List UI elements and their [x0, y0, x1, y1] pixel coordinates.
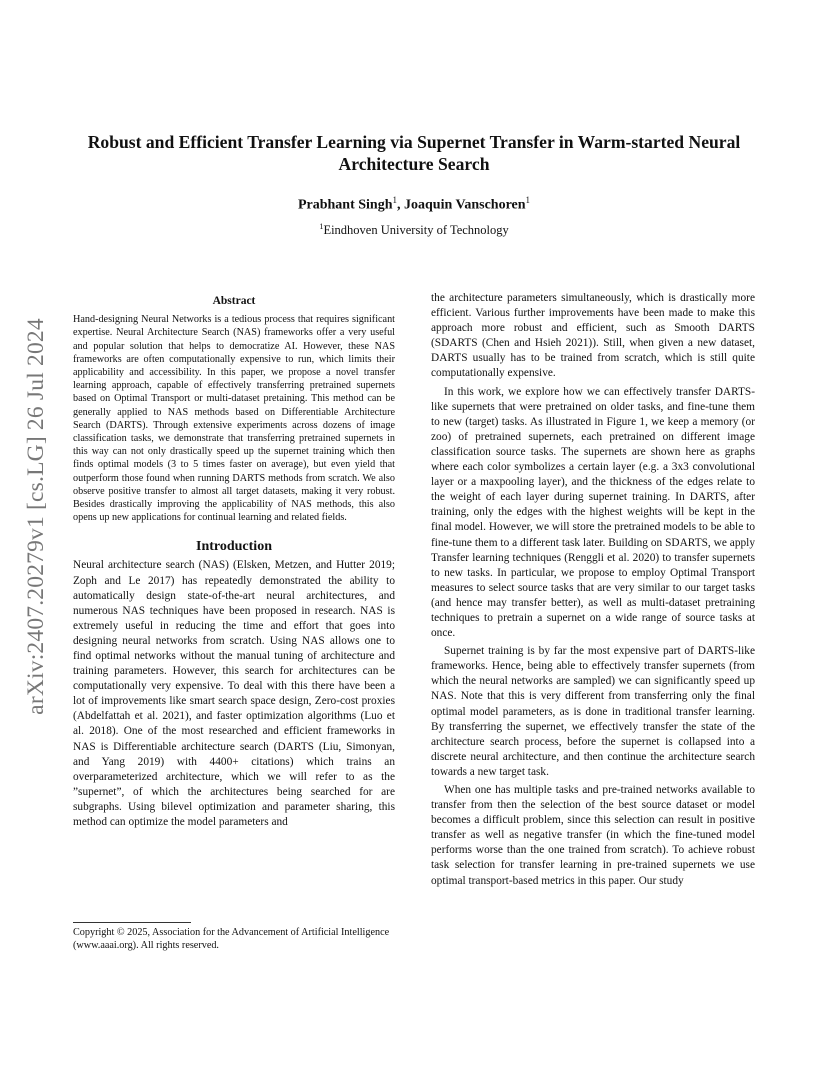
copyright-text: Copyright © 2025, Association for the Advancement of Artificial Intelligence (www.aaai.org). All rights reserved.: [73, 927, 390, 951]
author-name: Prabhant Singh: [297, 197, 393, 213]
arxiv-sidebar: [12, 296, 60, 736]
author-separator: ,: [397, 197, 405, 213]
paper-title: Robust and Efficient Transfer Learning via Supernet Transfer in Warm-started Neural Architecture Search: [87, 132, 741, 174]
abstract-heading: Abstract: [212, 295, 256, 307]
abstract-text: Hand-designing Neural Networks is a tedious process that requires significant expertise. Neural Architecture Search (NAS) frameworks offer a very useful and popular solution that helps to democratize AI. However, these NAS frameworks are often computationally expensive to run, which limits their applicability and accessibility. In this paper, we propose a novel transfer learning approach, capable of effectively transferring pretrained supernets based on Optimal Transport or multi-dataset pretaining. This method can be generally applied to NAS methods based on Differentiable Architecture Search (DARTS). Through extensive experiments across dozens of image classification tasks, we demonstrate that transferring pretrained supernets in this way can not only drastically speed up the supernet training which then finds optimal models (3 to 5 times faster on average), but even yield that outperform those found when running DARTS methods from scratch. We also observe positive transfer to almost all target datasets, making it very robust. Besides drastically improving the applicability of NAS methods, this also opens up new applications for continual learning and related fields.: [73, 314, 395, 524]
affiliation-marker: 1: [319, 221, 324, 231]
affiliation-marker: 1: [525, 195, 531, 205]
affiliation-name: Eindhoven University of Technology: [323, 223, 509, 238]
introduction-heading: Introduction: [196, 539, 272, 555]
body-paragraph: In this work, we explore how we can effectively transfer DARTS-like supernets that were pretrained on older tasks, and fine-tune them to new (target) tasks. As illustrated in Figure 1, we keep a memory (or zoo) of pretrained supernets, each pretrained on different image classification source tasks. The supernets are shown here as graphs where each color symbolizes a certain layer (e.g. a 3x3 convolutional layer or a maxpooling layer), and the thickness of the edges relate to the weight of each layer during supernet training. In DARTS, after training, only the edges with the highest weights will be kept in the final model. However, we will store the pretrained models to be able to fine-tune them to a different task later. Building on SDARTS, we apply Transfer learning techniques (Renggli et al. 2020) to transfer supernets to new tasks. In particular, we propose to employ Optimal Transport measures to select source tasks that are very similar to our target tasks (and hence may transfer better), as well as multi-dataset pretraining techniques to pretrain a supernet on a wide range of source tasks at once.: [431, 385, 755, 640]
body-paragraph: Supernet training is by far the most expensive part of DARTS-like frameworks. Hence, being able to effectively transfer supernets (from which the neural networks are sampled) we can significantly speed up NAS. Note that this is very different from transferring only the final optimal model parameters, as is done in traditional transfer learning. By transferring the supernet, we effectively transfer the state of the architecture search process, before the supernet is collapsed into a discrete neural architecture, and then continue the architecture search towards a new target task.: [431, 645, 755, 778]
body-paragraph: the architecture parameters simultaneously, which is drastically more efficient. Various further improvements have been made to make this approach more robust and efficient, such as Smooth DARTS (SDARTS (Chen and Hsieh 2021)). Still, when given a new dataset, DARTS usually has to be trained from scratch, which is still quite computationally expensive.: [431, 292, 755, 380]
introduction-paragraph: Neural architecture search (NAS) (Elsken, Metzen, and Hutter 2019; Zoph and Le 2017) has repeatedly demonstrated the ability to automatically design state-of-the-art neural architectures, and numerous NAS techniques have been proposed in research. NAS is extremely useful in reducing the time and effort that goes into designing neural networks from scratch. Using NAS allows one to find optimal networks without the manual tuning of architecture and training parameters. However, this search for architectures can be computationally very expensive. To deal with this there have been a lot of improvements like smart search space design, Zero-cost proxies (Abdelfattah et al. 2021), and faster optimization algorithms (Luo et al. 2018). One of the most researched and efficient frameworks in NAS is Differentiable architecture search (DARTS (Liu, Simonyan, and Yang 2019) with 4400+ citations) which trains an overparameterized architecture, which we will refer to as the ”supernet”, of which the architectures being searched for are subgraphs. Using bilevel optimization and parameter sharing, this method can optimize the model parameters and: [73, 559, 395, 829]
affiliation-line: [60, 221, 768, 238]
body-paragraph: When one has multiple tasks and pre-trained networks available to transfer from then the selection of the best source dataset or model becomes a difficult problem, since this selection can result in positive transfer as well as negative transfer (in which the fine-tuned model performs worse than the one trained from scratch). To achieve robust task selection for transfer learning in pre-trained supernets we use optimal transport-based metrics in this paper. Our study: [431, 784, 755, 887]
copyright-footnote: [73, 922, 395, 952]
left-column: [73, 294, 395, 830]
author-line: [60, 195, 768, 214]
affiliation-marker: 1: [392, 195, 398, 205]
footnote-rule: [73, 922, 191, 923]
right-column: [431, 291, 755, 889]
arxiv-identifier: arXiv:2407.20279v1 [cs.LG] 26 Jul 2024: [22, 317, 49, 715]
author-name: Joaquin Vanschoren: [404, 197, 526, 213]
